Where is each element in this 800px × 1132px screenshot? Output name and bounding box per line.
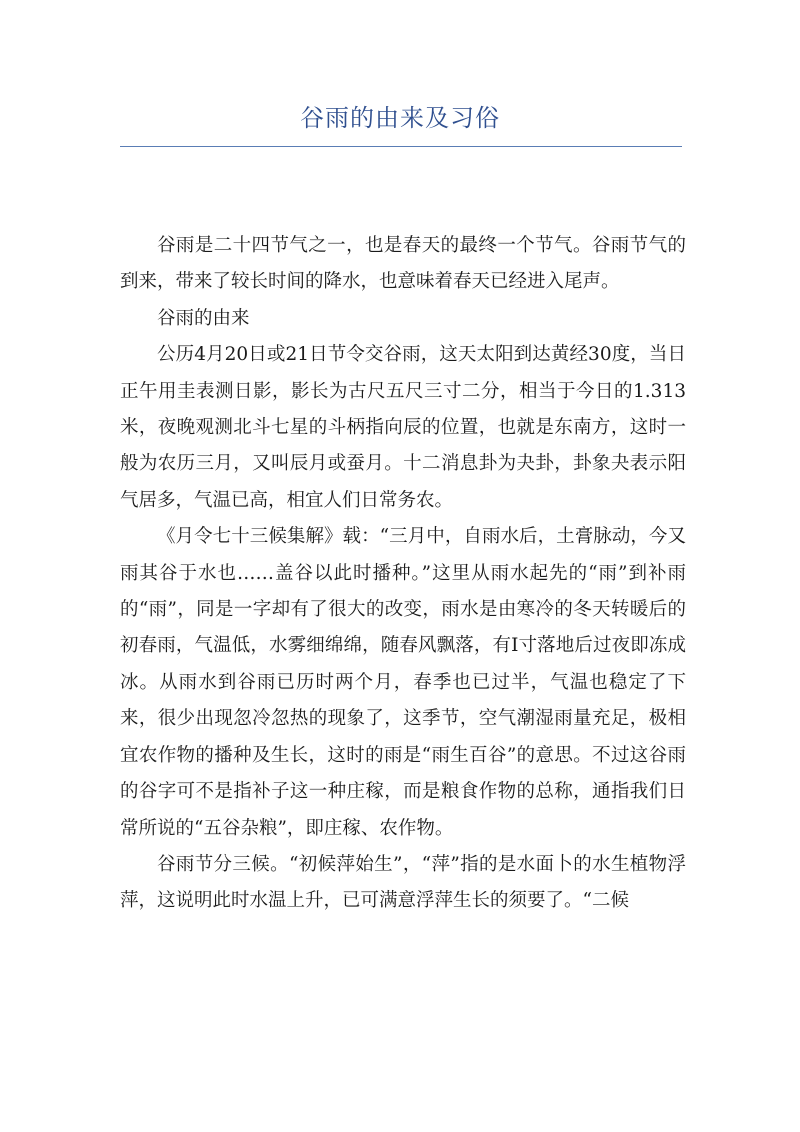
paragraph-origin-astronomy: 公历4月20日或21日节令交谷雨，这天太阳到达黄经30度，当日正午用圭表测日影，影长为古尺五尺三寸二分，相当于今日的1.313米，夜晚观测北斗七星的斗柄指向辰的位置，也就是东南方，这时一般为农历三月，又叫辰月或蚕月。十二消息卦为夬卦，卦象夬表示阳气居多，气温已高，相宜人们日常务农。 bbox=[120, 344, 686, 511]
page-title: 谷雨的由来及习俗 bbox=[300, 104, 500, 132]
paragraph-three-phases: 谷雨节分三候。“初候萍始生”，“萍”指的是水面卜的水生植物浮萍，这说明此时水温上升，已可满意浮萍生长的须要了。“二候 bbox=[120, 853, 686, 912]
paragraph-origin-quote: 《月令七十三候集解》载：“三月中，自雨水后，土膏脉动，今又雨其谷于水也……盖谷以此时播种。”这里从雨水起先的“雨”到补雨的“雨”，同是一字却有了很大的改变，雨水是由寒冷的冬天转暖后的初春雨，气温低，水雾细绵绵，随春风飘落，有Ⅰ寸落地后过夜即冻成冰。从雨水到谷雨已历时两个月，春季也已过半，气温也稳定了下来，很少出现忽冷忽热的现象了，这季节，空气潮湿雨量充足，极相宜农作物的播种及生长，这时的雨是“雨生百谷”的意思。不过这谷雨的谷字可不是指补子这一种庄稼，而是粮食作物的总称，通指我们日常所说的“五谷杂粮”，即庄稼、农作物。 bbox=[120, 526, 686, 839]
section-heading-origin: 谷雨的由来 bbox=[157, 307, 250, 329]
document-body bbox=[120, 228, 686, 920]
paragraph-intro: 谷雨是二十四节气之一，也是春天的最终一个节气。谷雨节气的到来，带来了较长时间的降水，也意味着春天已经进入尾声。 bbox=[120, 235, 686, 293]
title-divider bbox=[120, 146, 682, 147]
